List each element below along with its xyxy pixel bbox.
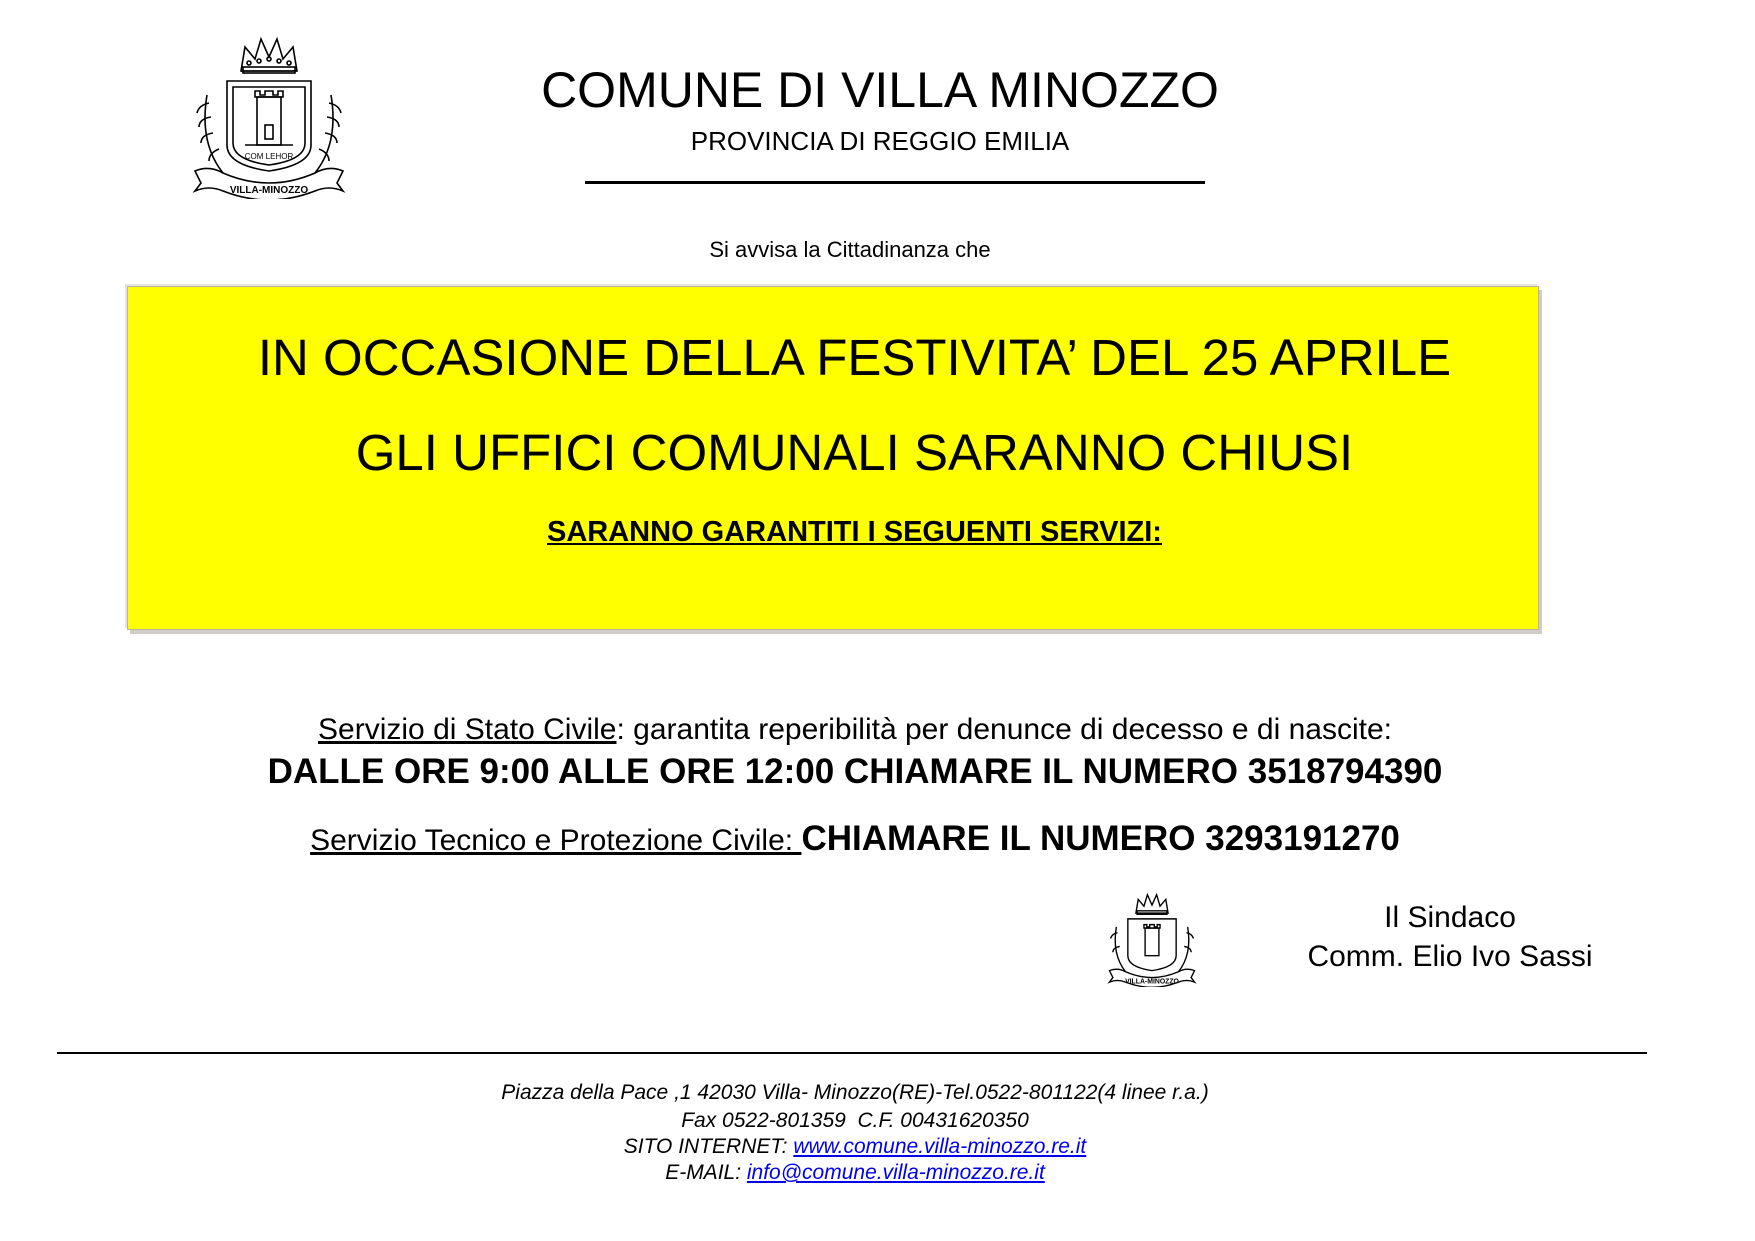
service-tecnico-label: Servizio Tecnico e Protezione Civile:: [310, 824, 802, 857]
footer-divider: [57, 1052, 1647, 1054]
signature-name: Comm. Elio Ivo Sassi: [1307, 940, 1593, 973]
service-tecnico-text: CHIAMARE IL NUMERO 3293191270: [801, 819, 1400, 858]
footer-email: [300, 1159, 1410, 1186]
notice-headline: IN OCCASIONE DELLA FESTIVITA’ DEL 25 APRILE: [257, 329, 1452, 386]
notice-closure: GLI UFFICI COMUNALI SARANNO CHIUSI: [355, 424, 1354, 481]
crest-motto: COM LEHOR: [244, 152, 294, 161]
intro-text: Si avvisa la Cittadinanza che: [709, 237, 991, 262]
page-subtitle: PROVINCIA DI REGGIO EMILIA: [690, 126, 1070, 156]
footer-website-label: SITO INTERNET:: [623, 1135, 794, 1158]
notice-services-heading: SARANNO GARANTITI I SEGUENTI SERVIZI:: [547, 516, 1162, 548]
service-stato-civile: [150, 712, 1560, 748]
service-stato-civile-hours: DALLE ORE 9:00 ALLE ORE 12:00 CHIAMARE IL NUMERO 3518794390: [267, 752, 1443, 791]
email-link[interactable]: info@comune.villa-minozzo.re.it: [746, 1161, 1045, 1184]
header-divider: [585, 181, 1205, 184]
service-stato-civile-text: : garantita reperibilità per denunce di decesso e di nascite:: [616, 713, 1392, 746]
footer-fax-cf: Fax 0522-801359 C.F. 00431620350: [681, 1109, 1029, 1132]
signature-role: Il Sindaco: [1384, 901, 1516, 934]
website-link[interactable]: www.comune.villa-minozzo.re.it: [793, 1135, 1087, 1158]
service-tecnico: [150, 818, 1560, 862]
crest-ribbon-text: VILLA-MINOZZO: [1125, 978, 1179, 986]
service-stato-civile-label: Servizio di Stato Civile: [318, 713, 617, 746]
footer-email-label: E-MAIL:: [665, 1161, 747, 1184]
footer-address: Piazza della Pace ,1 42030 Villa- Minozzo(RE)-Tel.0522-801122(4 linee r.a.): [501, 1081, 1209, 1104]
municipal-crest-icon: [1106, 891, 1198, 987]
crest-ribbon-text: VILLA-MINOZZO: [229, 185, 309, 196]
municipal-crest-icon: [188, 33, 350, 199]
footer-website: [300, 1133, 1410, 1160]
page-title: COMUNE DI VILLA MINOZZO: [541, 62, 1219, 118]
